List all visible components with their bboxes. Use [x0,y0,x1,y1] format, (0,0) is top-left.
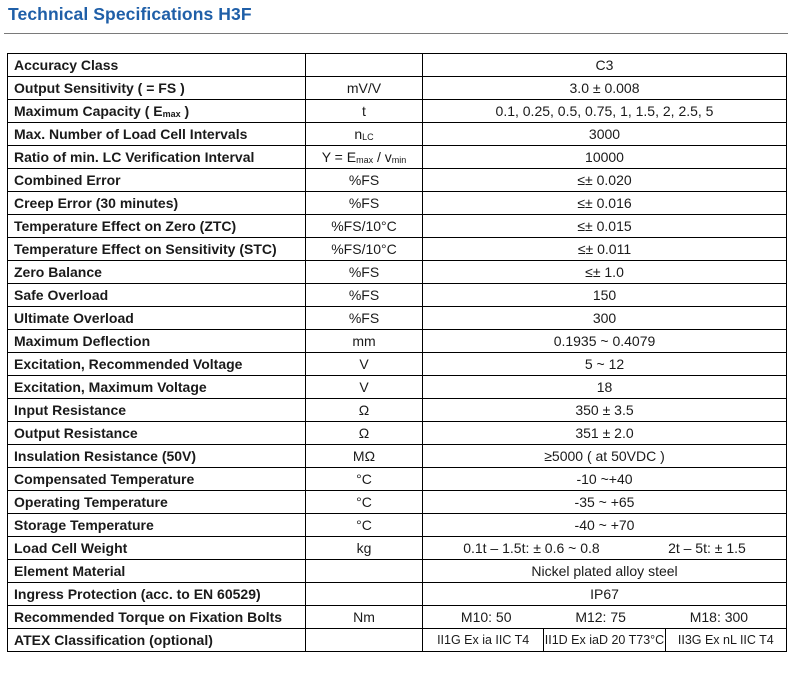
param-label: Storage Temperature [8,514,306,537]
unit-cell: %FS [306,261,423,284]
param-label: Ultimate Overload [8,307,306,330]
value-cell: ≥5000 ( at 50VDC ) [423,445,787,468]
param-label: Zero Balance [8,261,306,284]
param-label: ATEX Classification (optional) [8,629,306,652]
value-cell: Nickel plated alloy steel [423,560,787,583]
unit-cell: %FS [306,307,423,330]
param-label: Temperature Effect on Zero (ZTC) [8,215,306,238]
table-row [8,560,787,583]
unit-cell [306,629,423,652]
value-cell: -40 ~ +70 [423,514,787,537]
param-label: Max. Number of Load Cell Intervals [8,123,306,146]
param-label: Maximum Capacity ( $E_{max}$ ) [8,100,306,123]
table-row [8,629,787,652]
atex-gas-zone0: II1G Ex ia IIC T4 [437,633,530,647]
param-label: Safe Overload [8,284,306,307]
unit-cell [306,560,423,583]
param-label: Accuracy Class [8,54,306,77]
unit-cell: t [306,100,423,123]
value-cell: 351 ± 2.0 [423,422,787,445]
value-cell: ≤± 0.011 [423,238,787,261]
table-row [8,491,787,514]
value-cell: IP67 [423,583,787,606]
unit-cell: Ω [306,422,423,445]
unit-cell: %FS/10°C [306,238,423,261]
param-label: Operating Temperature [8,491,306,514]
unit-cell [306,583,423,606]
unit-cell: Nm [306,606,423,629]
value-cell: ≤± 0.020 [423,169,787,192]
table-row [8,514,787,537]
value-cell: 150 [423,284,787,307]
param-label: Output Sensitivity ( = FS ) [8,77,306,100]
value-cell: 0.1, 0.25, 0.5, 0.75, 1, 1.5, 2, 2.5, 5 [423,100,787,123]
value-cell [423,606,787,629]
value-cell: -10 ~+40 [423,468,787,491]
value-cell [423,629,787,652]
param-label: Output Resistance [8,422,306,445]
torque-m18: M18: 300 [689,609,749,625]
weight-small-range: 0.1t – 1.5t: ± 0.6 ~ 0.8 [463,540,600,556]
unit-cell: %FS [306,192,423,215]
value-cell: -35 ~ +65 [423,491,787,514]
torque-m12: M12: 75 [575,609,626,625]
param-label: Combined Error [8,169,306,192]
value-cell: ≤± 1.0 [423,261,787,284]
value-cell [423,537,787,560]
table-row [8,353,787,376]
table-row [8,330,787,353]
table-row [8,376,787,399]
value-cell: 18 [423,376,787,399]
value-cell: 350 ± 3.5 [423,399,787,422]
table-row [8,100,787,123]
param-label: Creep Error (30 minutes) [8,192,306,215]
value-cell: 300 [423,307,787,330]
value-cell: 3.0 ± 0.008 [423,77,787,100]
param-label: Excitation, Maximum Voltage [8,376,306,399]
param-label: Input Resistance [8,399,306,422]
unit-cell: %FS [306,169,423,192]
value-cell: 5 ~ 12 [423,353,787,376]
value-cell: ≤± 0.016 [423,192,787,215]
value-cell: ≤± 0.015 [423,215,787,238]
table-row [8,169,787,192]
unit-cell: °C [306,514,423,537]
torque-m10: M10: 50 [460,609,512,625]
title-divider [4,33,788,34]
table-row [8,537,787,560]
value-cell: 3000 [423,123,787,146]
param-label: Ratio of min. LC Verification Interval [8,146,306,169]
table-row [8,583,787,606]
param-label: Element Material [8,560,306,583]
table-row [8,123,787,146]
table-row [8,399,787,422]
page-title: Technical Specifications H3F [8,4,252,24]
param-label: Insulation Resistance (50V) [8,445,306,468]
table-row [8,606,787,629]
unit-cell: mV/V [306,77,423,100]
unit-cell: MΩ [306,445,423,468]
unit-cell: kg [306,537,423,560]
table-row [8,307,787,330]
table-row [8,445,787,468]
spec-table [7,53,787,652]
param-label: Maximum Deflection [8,330,306,353]
unit-cell: mm [306,330,423,353]
table-row [8,422,787,445]
unit-cell [306,54,423,77]
param-label: Compensated Temperature [8,468,306,491]
unit-cell: °C [306,468,423,491]
param-label: Recommended Torque on Fixation Bolts [8,606,306,629]
unit-cell: °C [306,491,423,514]
param-label: Ingress Protection (acc. to EN 60529) [8,583,306,606]
value-cell: C3 [423,54,787,77]
table-row [8,54,787,77]
table-row [8,77,787,100]
param-label: Temperature Effect on Sensitivity (STC) [8,238,306,261]
unit-cell: V [306,376,423,399]
param-label: Excitation, Recommended Voltage [8,353,306,376]
unit-cell: Ω [306,399,423,422]
atex-gas-zone2: II3G Ex nL IIC T4 [665,629,786,651]
unit-cell: %FS [306,284,423,307]
unit-cell: V [306,353,423,376]
atex-dust-zone20: II1D Ex iaD 20 T73°C [543,629,664,651]
value-cell: 10000 [423,146,787,169]
unit-cell: %FS/10°C [306,215,423,238]
param-label: Load Cell Weight [8,537,306,560]
table-row [8,215,787,238]
unit-cell: $n_{LC}$ [306,123,423,146]
table-row [8,284,787,307]
unit-cell: $Y = E_{max} / v_{min}$ [306,146,423,169]
table-row [8,261,787,284]
value-cell: 0.1935 ~ 0.4079 [423,330,787,353]
weight-large-range: 2t – 5t: ± 1.5 [668,540,746,556]
table-row [8,192,787,215]
table-row [8,468,787,491]
table-row [8,238,787,261]
table-row [8,146,787,169]
